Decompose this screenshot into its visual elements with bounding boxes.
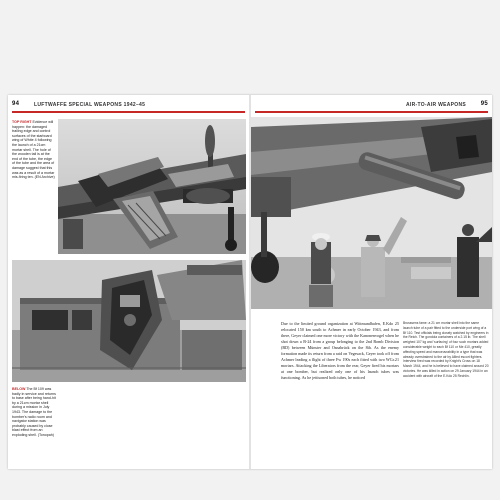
caption-below-text: The Bf 109 was badly in service and returns to base after being hand-hit by a 21cm mortar shell during a mission in July 1943. The damage to the bomber's radio room and navigator station was probably caused by close blast effect from an exploding shell. (Tonopah) bbox=[12, 387, 56, 437]
left-page-header bbox=[12, 101, 245, 111]
page-number-left: 94 bbox=[12, 101, 20, 107]
book-spread bbox=[8, 95, 492, 469]
right-page-header bbox=[255, 101, 488, 111]
page-number-right: 95 bbox=[480, 101, 488, 107]
right-page bbox=[251, 95, 492, 469]
photo-mortar-loading bbox=[251, 117, 492, 309]
caption-top-label: TOP RIGHT bbox=[12, 120, 32, 124]
article-body: Due to the limited ground organization at Wittmundhafen, E.Kdo 25 relocated 150 km south to Achmer in early October 1943, and from there, Geyer claimed one more victory with the Kanonenvogel when he shot down a B-24 from a group belonging to the 2nd Bomb Division (BD) between Münster and Osnabrück on the 8th. As the enemy formation made its return from a raid on Vegesack, Geyer took off from Achmer leading a flight of three Fw 190s each fitted with two WGr.21 mortars. Attacking the Liberators from the rear, Geyer fired his mortars at one bomber, but realized only one of his launch tubes was functioning. As he jettisoned both tubes, he noticed bbox=[281, 321, 399, 380]
left-header-rule bbox=[12, 111, 245, 113]
caption-below bbox=[12, 387, 56, 438]
side-column-text: Brusssens fame: a 21 cm mortar shell into the same launch tube of a pair fitted to the underside port wing of a Bf 110. Test officials being closely watched by engineers in the Reich. The gondola containers of a 2.15 lb. The shell weighed 107 kg and 'surfacing' of four such mortars added considerable weight to each Bf 110 or Me 410, greatly affecting speed and manoeuvrability in a type that was already overstrained to the air by Allied escort fighters. Interview fired was recorded by Knight's Cross on 18 March 1944, and he is believed to have claimed around 20 victories. He was killed in action on 29 January 1944 in an accident with aircraft of the E.Kdo 25 Rechlin. bbox=[403, 321, 489, 378]
caption-top-text: Evidence will happen: the damaged trailing edge and control surfaces of the starboard wing of White 4 following the launch of a 21cm mortar shell. The hole of the wooden tail is at the end of the tube, the edge of the tube and the area of damage suggest that this was as a result of a mortar mis-firing ten. (EN Archive) bbox=[12, 120, 55, 180]
right-header-rule bbox=[255, 111, 488, 113]
photo-damaged-wing bbox=[58, 119, 246, 254]
left-page bbox=[8, 95, 249, 469]
caption-top-right bbox=[12, 120, 55, 180]
photo-bomber-damage bbox=[12, 260, 246, 382]
caption-below-label: BELOW bbox=[12, 387, 26, 391]
running-head-right: AIR-TO-AIR WEAPONS bbox=[405, 102, 466, 108]
running-head-left: LUFTWAFFE SPECIAL WEAPONS 1942–45 bbox=[34, 102, 146, 108]
